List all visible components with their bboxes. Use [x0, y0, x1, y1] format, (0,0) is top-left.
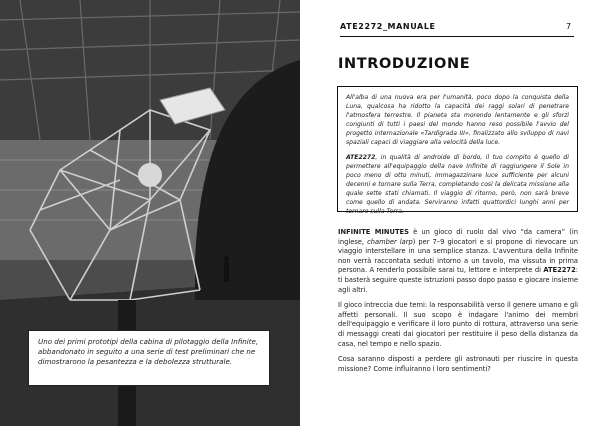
- running-title: ATE2272_MANUALE: [340, 22, 436, 31]
- android-name: ATE2272: [346, 153, 376, 161]
- photo-caption: Uno dei primi prototipi della cabina di pilotaggio della Infinite, abbandonato in seguito a una serie di test preliminari che ne dimostrarono la pesantezza e la debolezza strutturale.: [28, 330, 270, 386]
- intro-paragraph-1: All'alba di una nuova era per l'umanità, poco dopo la conquista della Luna, qualcosa ha ridotto la capacità dei raggi solari di penetrare l'atmosfera terrestre. Il pianeta sta morendo lentamente e gli sforzi congiunti di tutti i paesi del mondo hanno reso possibile l'avvio del progetto internazionale «Tardigrada III», finalizzato allo sviluppo di navi spaziali capaci di viaggiare alla velocità della luce.: [346, 94, 569, 147]
- body-text: [338, 228, 578, 380]
- body-paragraph-1: [338, 228, 578, 295]
- section-title: INTRODUZIONE: [338, 56, 471, 72]
- intro-paragraph-2: [346, 153, 569, 217]
- game-title: INFINITE MINUTES: [338, 228, 409, 236]
- header-rule: [340, 36, 574, 37]
- android-name-inline: ATE2272: [543, 266, 576, 275]
- right-page: [300, 0, 600, 426]
- body-p1-a: è un gioco di ruolo dal vivo “da camera” (in inglese,: [338, 228, 578, 246]
- intro-paragraph-2-text: , in qualità di androide di bordo, il tuo compito è quello di permettere all'equipaggio della nave Infinite di raggiungere il Sole in poco meno di otto minuti, immagazzinare luce sufficiente per alcuni decenni e tornare sulla Terra, completando così la delicata missione alla quale sette stati chiamati. Il viaggio di ritorno, però, non sarà breve come quello di andata. Serviranno infatti quattordici lunghi anni per tornare sulla Terra.: [346, 153, 569, 216]
- chamber-larp-term: chamber larp: [367, 237, 413, 246]
- body-paragraph-2: Il gioco intreccia due temi: la responsabilità verso il genere umano e gli affetti personali. Il suo scopo è indagare l'animo dei membri dell'equipaggio e verificare il loro punto di rottura, attraverso una serie di messaggi creati dai giocatori per restituire il peso della distanza da casa, nel tempo e nello spazio.: [338, 301, 578, 348]
- body-paragraph-3: Cosa saranno disposti a perdere gli astronauti per riuscire in questa missione? Come influiranno i loro sentimenti?: [338, 355, 578, 373]
- body-p1-b: ) per 7–9 giocatori e si propone di rievocare un viaggio interstellare in una semplice stanza. L'avventura della Infinite non verrà raccontata seduti intorno a un tavolo, ma vissuta in prima persona. A renderlo possibile sarai tu, lettore e interprete di: [338, 237, 578, 275]
- page-number: 7: [566, 22, 572, 31]
- body-p1-c: : ti basterà seguire queste istruzioni passo dopo passo e giocare insieme agli altri.: [338, 266, 578, 294]
- intro-box: [337, 86, 578, 216]
